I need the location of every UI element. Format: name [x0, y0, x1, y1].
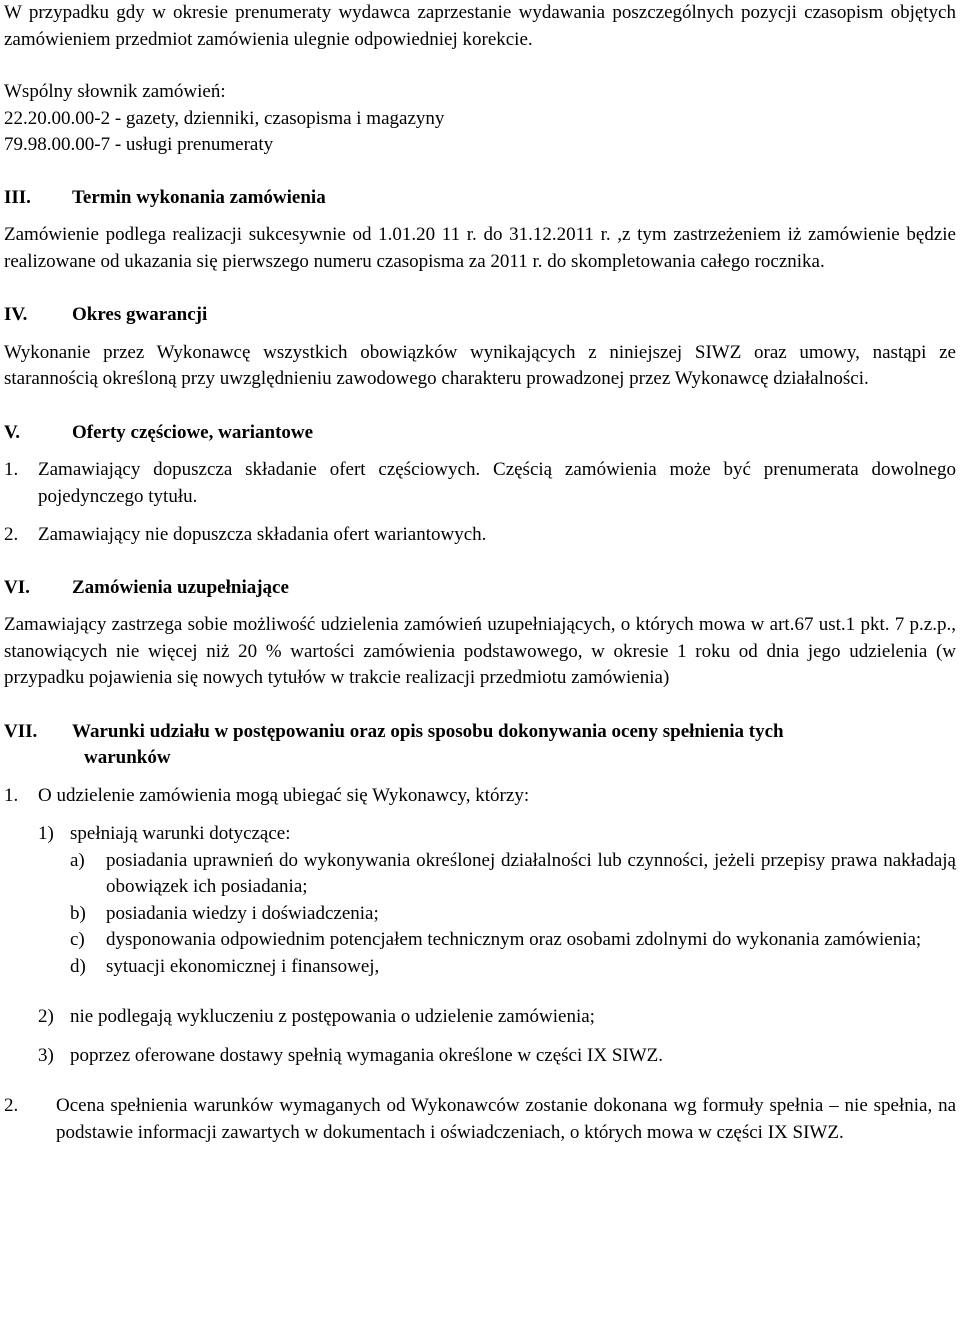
section-3-heading [4, 185, 956, 212]
cpv-label: Wspólny słownik zamówień: [4, 81, 226, 102]
section-5-number: V. [4, 421, 21, 443]
section-7-number: VII. [4, 720, 38, 742]
document-page [4, 0, 956, 1146]
section-5-item-1-number: 1. [4, 459, 19, 480]
section-3-title: Termin wykonania zamówienia [72, 186, 326, 208]
letter-a-marker: a) [70, 849, 85, 871]
section-7-title-line-2: warunków [84, 747, 171, 768]
section-6-title: Zamówienia uzupełniające [72, 576, 289, 598]
cpv-code-2: 79.98.00.00-7 - usługi prenumeraty [4, 134, 274, 155]
section-5-heading [4, 420, 956, 447]
condition-2-text: nie podlegają wykluczeniu z postępowania o udzielenie zamówienia; [70, 1006, 595, 1027]
letter-a-text: posiadania uprawnień do wykonywania określonej działalności lub czynności, jeżeli przepisy prawa nakładają obowiązek ich posiadania; [106, 849, 956, 897]
section-4-number: IV. [4, 304, 28, 325]
letter-b-text: posiadania wiedzy i doświadczenia; [106, 902, 379, 924]
section-6-number: VI. [4, 576, 30, 598]
section-7-item-2-text: Ocena spełnienia warunków wymaganych od Wykonawców zostanie dokonana wg formuły spełnia – nie spełnia, na podstawie informacji zawartych w dokumentach i oświadczeniach, o których mowa w części IX SIWZ. [56, 1095, 956, 1143]
condition-1-letter-a [4, 848, 956, 901]
condition-1-letter-d [4, 954, 956, 981]
section-5-title: Oferty częściowe, wariantowe [72, 421, 314, 443]
section-5-item-2-number: 2. [4, 524, 19, 545]
letter-c-marker: c) [70, 929, 85, 950]
section-7-item-2 [4, 1093, 956, 1146]
section-4-title: Okres gwarancji [72, 304, 208, 325]
section-7-item-1-number: 1. [4, 784, 19, 806]
section-6-heading [4, 575, 956, 602]
letter-d-text: sytuacji ekonomicznej i finansowej, [106, 955, 380, 977]
letter-c-text: dysponowania odpowiednim potencjałem technicznym oraz osobami zdolnymi do wykonania zamówienia; [106, 929, 922, 950]
section-4-text: Wykonanie przez Wykonawcę wszystkich obowiązków wynikających z niniejszej SIWZ oraz umowy, nastąpi ze starannością określoną przy uwzględnieniu zawodowego charakteru prowadzonej przez Wykonawcę działalności. [4, 341, 956, 389]
condition-1-text: spełniają warunki dotyczące: [70, 823, 291, 844]
condition-1 [4, 821, 956, 848]
condition-2 [4, 1004, 956, 1031]
section-4-heading [4, 302, 956, 329]
condition-3-text: poprzez oferowane dostawy spełnią wymagania określone w części IX SIWZ. [70, 1044, 663, 1066]
condition-1-letter-b [4, 901, 956, 928]
condition-1-letter-c [4, 927, 956, 954]
section-5-item-2 [4, 522, 956, 549]
section-7-title [72, 719, 956, 772]
intro-paragraph: W przypadku gdy w okresie prenumeraty wydawca zaprzestanie wydawania poszczególnych pozycji czasopism objętych zamówieniem przedmiot zamówienia ulegnie odpowiedniej korekcie. [4, 2, 956, 50]
condition-1-number: 1) [38, 823, 54, 844]
section-7-item-1-text: O udzielenie zamówienia mogą ubiegać się Wykonawcy, którzy: [38, 784, 530, 806]
section-7-title-line-1: Warunki udziału w postępowaniu oraz opis sposobu dokonywania oceny spełnienia tych [72, 720, 784, 742]
section-3-number: III. [4, 186, 31, 208]
cpv-block [4, 79, 956, 159]
condition-3-number: 3) [38, 1044, 54, 1066]
section-5-item-1 [4, 457, 956, 510]
section-7-item-1 [4, 783, 956, 810]
letter-b-marker: b) [70, 902, 86, 924]
section-5-item-1-text: Zamawiający dopuszcza składanie ofert częściowych. Częścią zamówienia może być prenumerata dowolnego pojedynczego tytułu. [38, 459, 956, 507]
section-7-heading [4, 719, 956, 772]
section-6-text: Zamawiający zastrzega sobie możliwość udzielenia zamówień uzupełniających, o których mowa w art.67 ust.1 pkt. 7 p.z.p., stanowiących nie więcej niż 20 % wartości zamówienia podstawowego, w okresie 1 roku od dnia jego udzielenia (w przypadku pojawienia się nowych tytułów w trakcie realizacji przedmiotu zamówienia) [4, 614, 956, 688]
section-5-item-2-text: Zamawiający nie dopuszcza składania ofert wariantowych. [38, 524, 487, 545]
letter-d-marker: d) [70, 955, 86, 977]
cpv-code-1: 22.20.00.00-2 - gazety, dzienniki, czasopisma i magazyny [4, 107, 445, 129]
condition-3 [4, 1043, 956, 1070]
section-3-text: Zamówienie podlega realizacji sukcesywnie od 1.01.20 11 r. do 31.12.2011 r. ,z tym zastrzeżeniem iż zamówienie będzie realizowane od ukazania się pierwszego numeru czasopisma za 2011 r. do skompletowania całego rocznika. [4, 224, 956, 272]
section-7-item-2-number: 2. [4, 1095, 19, 1116]
condition-2-number: 2) [38, 1006, 54, 1027]
